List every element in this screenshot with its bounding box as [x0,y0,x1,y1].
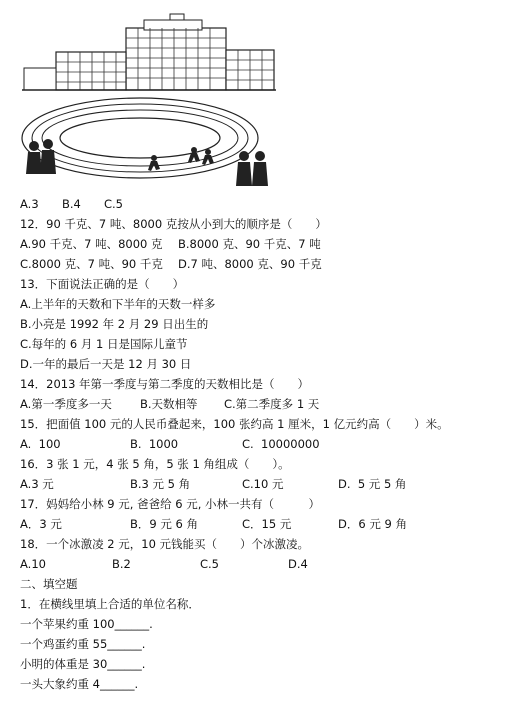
fill-item: 一个鸡蛋约重 55______. [20,637,146,651]
q13-option-c: C.每年的 6 月 1 日是国际儿童节 [20,337,188,351]
q18-option-a: A.10 [20,557,46,571]
q14-option-a: A.第一季度多一天 [20,397,112,411]
q12-option-a: A.90 千克、7 吨、8000 克 [20,237,163,251]
q15-option-a: A. 100 [20,437,61,451]
q12-stem: 12．90 千克、7 吨、8000 克按从小到大的顺序是（ ） [20,217,327,231]
q14-option-c: C.第二季度多 1 天 [224,397,320,411]
q17-option-a: A．3 元 [20,517,62,531]
fill-item: 小明的体重是 30______. [20,657,146,671]
fill-item: 一个苹果约重 100______. [20,617,153,631]
fill-item: 一头大象约重 4______. [20,677,139,691]
q11-option-a: A.3 [20,197,39,211]
q14-stem: 14．2013 年第一季度与第二季度的天数相比是（ ） [20,377,310,391]
q16-option-d: D. 5 元 5 角 [338,477,407,491]
q12-option-d: D.7 吨、8000 克、90 千克 [178,257,322,271]
q12-option-b: B.8000 克、90 千克、7 吨 [178,237,321,251]
q16-option-c: C.10 元 [242,477,284,491]
school-track-illustration [18,10,280,192]
q13-stem: 13．下面说法正确的是（ ） [20,277,185,291]
q18-option-d: D.4 [288,557,308,571]
q13-option-b: B.小亮是 1992 年 2 月 29 日出生的 [20,317,209,331]
q18-option-b: B.2 [112,557,131,571]
q16-option-a: A.3 元 [20,477,54,491]
q13-option-a: A.上半年的天数和下半年的天数一样多 [20,297,216,311]
q18-option-c: C.5 [200,557,220,571]
q14-option-b: B.天数相等 [140,397,198,411]
q17-stem: 17．妈妈给小林 9 元, 爸爸给 6 元, 小林一共有（ ） [20,497,321,511]
q17-option-d: D．6 元 9 角 [338,517,407,531]
q15-stem: 15．把面值 100 元的人民币叠起来，100 张约高 1 厘米，1 亿元约高（ ）米。 [20,417,449,431]
q11-option-c: C.5 [104,197,124,211]
q15-option-b: B. 1000 [130,437,179,451]
section-heading: 二、填空题 [20,577,78,591]
q16-stem: 16．3 张 1 元，4 张 5 角，5 张 1 角组成（ ）。 [20,457,290,471]
q13-option-d: D.一年的最后一天是 12 月 30 日 [20,357,192,371]
q18-stem: 18．一个冰激凌 2 元，10 元钱能买（ ）个冰激凌。 [20,537,310,551]
q12-option-c: C.8000 克、7 吨、90 千克 [20,257,163,271]
q17-option-c: C．15 元 [242,517,292,531]
q16-option-b: B.3 元 5 角 [130,477,191,491]
q17-option-b: B．9 元 6 角 [130,517,198,531]
q15-option-c: C. 10000000 [242,437,320,451]
fill-instruction: 1．在横线里填上合适的单位名称． [20,597,200,611]
q11-option-b: B.4 [62,197,81,211]
